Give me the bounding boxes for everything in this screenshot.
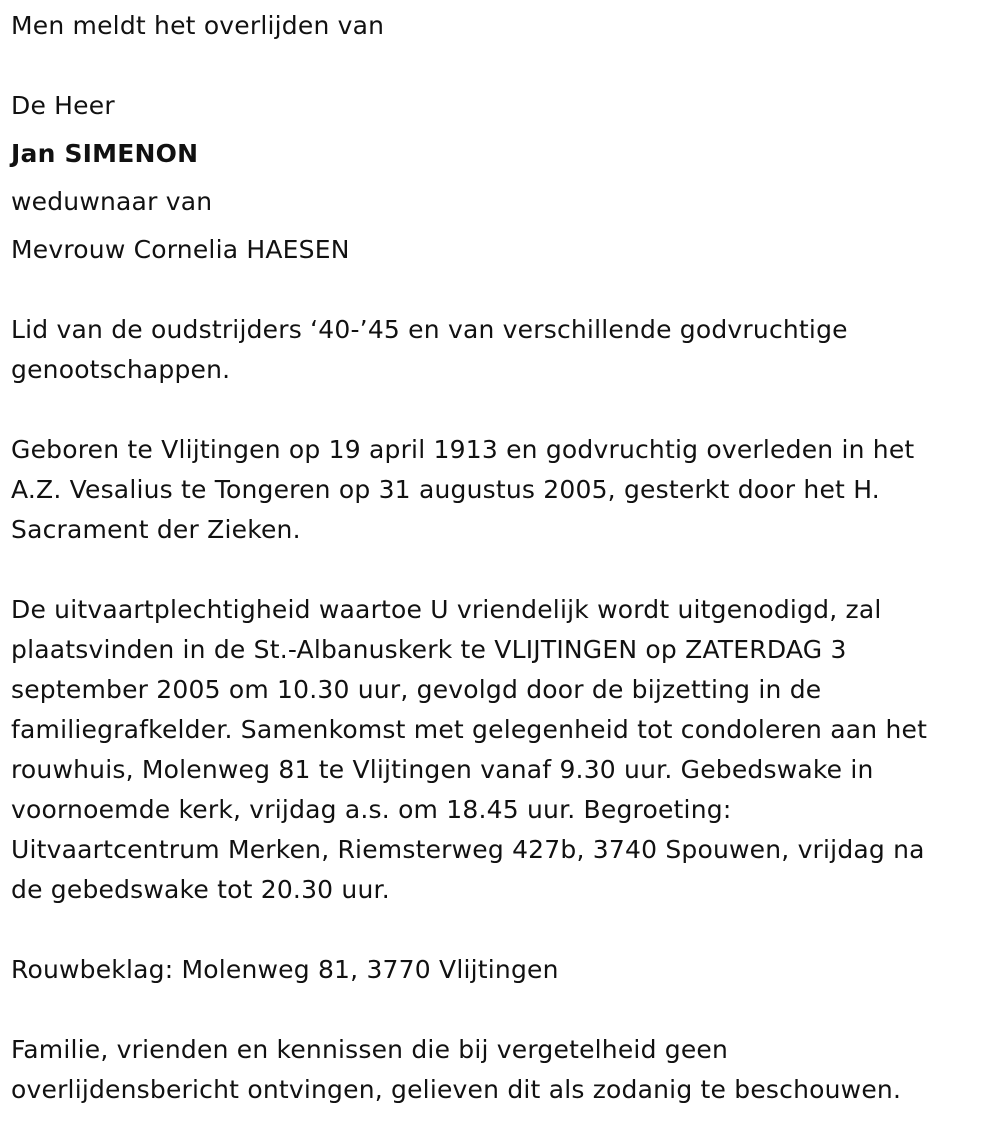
paragraph-line: plaatsvinden in de St.-Albanuskerk te VLIJTINGEN op ZATERDAG 3	[11, 635, 847, 664]
salutation: De Heer	[11, 91, 115, 120]
paragraph-line: Familie, vrienden en kennissen die bij vergetelheid geen	[11, 1035, 729, 1064]
paragraph-line: Uitvaartcentrum Merken, Riemsterweg 427b, 3740 Spouwen, vrijdag na	[11, 835, 925, 864]
paragraph-line: A.Z. Vesalius te Tongeren op 31 augustus 2005, gesterkt door het H.	[11, 475, 880, 504]
intro-text: Men meldt het overlijden van	[11, 11, 385, 40]
paragraph-line: Sacrament der Zieken.	[11, 515, 301, 544]
condolence-address: Rouwbeklag: Molenweg 81, 3770 Vlijtingen	[11, 955, 559, 984]
paragraph-line: rouwhuis, Molenweg 81 te Vlijtingen vanaf 9.30 uur. Gebedswake in	[11, 755, 874, 784]
paragraph-line: voornoemde kerk, vrijdag a.s. om 18.45 uur. Begroeting:	[11, 795, 732, 824]
paragraph-line: familiegrafkelder. Samenkomst met gelegenheid tot condoleren aan het	[11, 715, 928, 744]
spouse-name: Mevrouw Cornelia HAESEN	[11, 235, 350, 264]
paragraph-line: de gebedswake tot 20.30 uur.	[11, 875, 390, 904]
paragraph-line: Geboren te Vlijtingen op 19 april 1913 en godvruchtig overleden in het	[11, 435, 915, 464]
deceased-name: Jan SIMENON	[11, 139, 199, 168]
paragraph-line: Lid van de oudstrijders ‘40-’45 en van verschillende godvruchtige	[11, 315, 848, 344]
paragraph-line: september 2005 om 10.30 uur, gevolgd door de bijzetting in de	[11, 675, 822, 704]
paragraph-line: De uitvaartplechtigheid waartoe U vriendelijk wordt uitgenodigd, zal	[11, 595, 882, 624]
paragraph-line: genootschappen.	[11, 355, 231, 384]
relation-text: weduwnaar van	[11, 187, 213, 216]
paragraph-line: overlijdensbericht ontvingen, gelieven dit als zodanig te beschouwen.	[11, 1075, 902, 1104]
